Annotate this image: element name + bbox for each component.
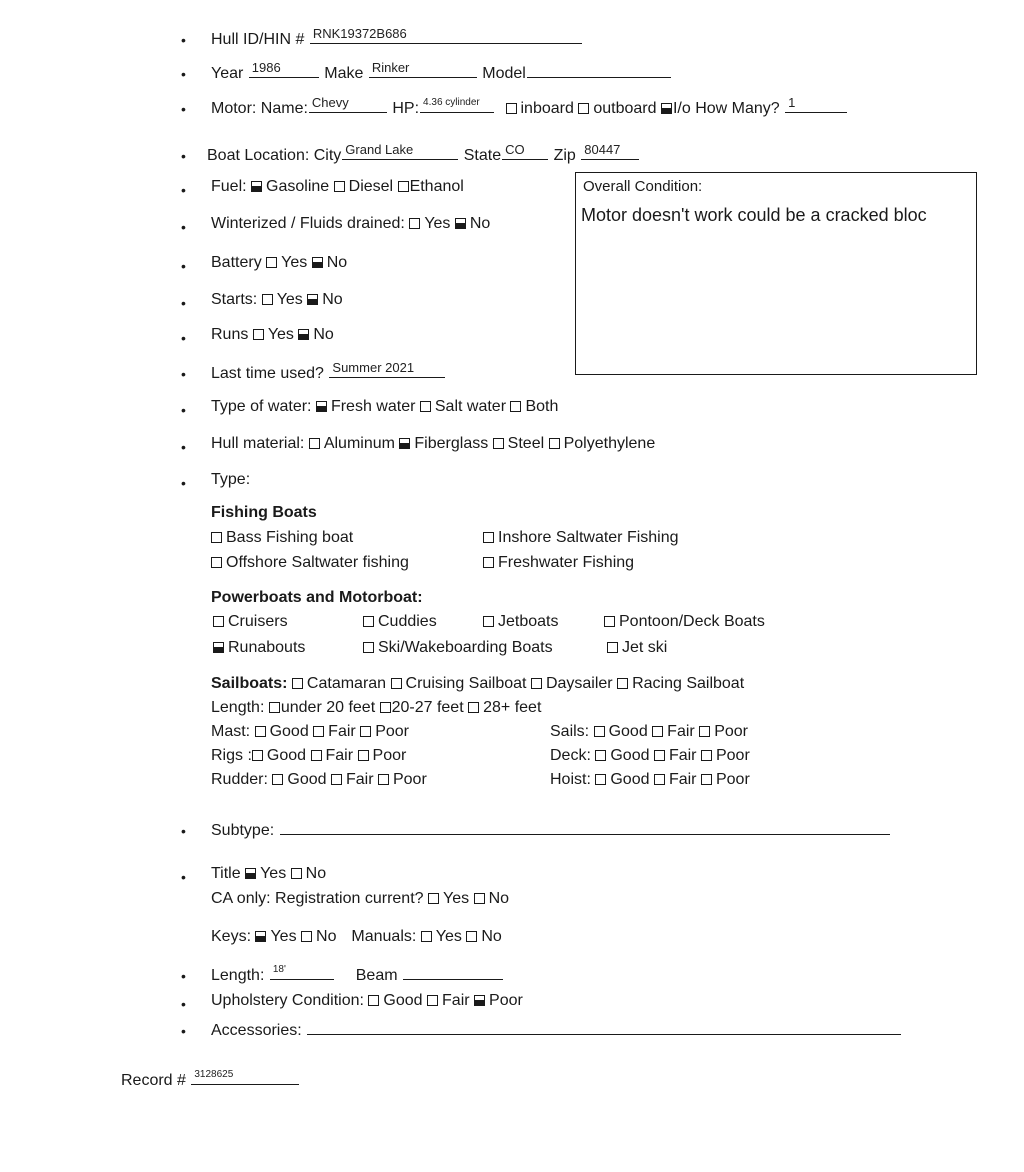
cruising-sailboat-label: Cruising Sailboat bbox=[405, 675, 527, 692]
make-field[interactable] bbox=[369, 61, 477, 78]
keys-label: Keys: bbox=[211, 928, 252, 945]
inboard-label: inboard bbox=[520, 100, 574, 117]
battery-yes-label: Yes bbox=[281, 254, 308, 271]
runs-no-checkbox[interactable] bbox=[298, 329, 309, 340]
winterized-yes-label: Yes bbox=[424, 215, 451, 232]
bullet: • bbox=[181, 996, 186, 1012]
salt-water-label: Salt water bbox=[434, 398, 507, 415]
sail-length-row bbox=[211, 698, 541, 718]
overall-condition-box[interactable] bbox=[575, 172, 977, 375]
28-plus-checkbox[interactable] bbox=[468, 702, 479, 713]
hp-label: HP: bbox=[392, 100, 420, 117]
beam-field[interactable] bbox=[403, 963, 503, 980]
rudder-good-label: Good bbox=[287, 771, 327, 788]
outboard-label: outboard bbox=[593, 100, 657, 117]
hoist-poor-checkbox[interactable] bbox=[701, 774, 712, 785]
battery-no-checkbox[interactable] bbox=[312, 257, 323, 268]
bullet: • bbox=[181, 402, 186, 418]
make-label: Make bbox=[324, 65, 364, 82]
inshore-checkbox[interactable] bbox=[483, 532, 494, 543]
rigs-label: Rigs : bbox=[211, 747, 252, 764]
manuals-yes-label: Yes bbox=[435, 928, 462, 945]
freshwater-fishing-checkbox[interactable] bbox=[483, 557, 494, 568]
sails-good-checkbox[interactable] bbox=[594, 726, 605, 737]
bullet: • bbox=[181, 366, 186, 382]
sailboats-row bbox=[211, 674, 744, 694]
rigs-good-label: Good bbox=[266, 747, 307, 764]
daysailer-checkbox[interactable] bbox=[531, 678, 542, 689]
upholstery-fair-label: Fair bbox=[442, 992, 470, 1009]
year-row bbox=[211, 61, 672, 84]
hull-row bbox=[211, 27, 583, 50]
manuals-no-checkbox[interactable] bbox=[466, 931, 477, 942]
city-label: Boat Location: City bbox=[207, 147, 342, 164]
hull-value: RNK19372B686 bbox=[312, 26, 407, 41]
sails-poor-checkbox[interactable] bbox=[699, 726, 710, 737]
motor-row bbox=[211, 96, 848, 119]
last-used-field[interactable] bbox=[329, 361, 445, 378]
cuddies-option[interactable] bbox=[363, 612, 437, 632]
hull-label: Hull ID/HIN # bbox=[211, 31, 305, 48]
ca-registration-row bbox=[211, 889, 509, 909]
cuddies-label: Cuddies bbox=[378, 613, 437, 630]
rudder-poor-checkbox[interactable] bbox=[378, 774, 389, 785]
rudder-poor-label: Poor bbox=[392, 771, 427, 788]
how-many-label: How Many? bbox=[695, 100, 780, 117]
deck-poor-checkbox[interactable] bbox=[701, 750, 712, 761]
aluminum-label: Aluminum bbox=[323, 435, 395, 452]
last-used-row bbox=[211, 361, 446, 384]
rudder-label: Rudder: bbox=[211, 771, 268, 788]
runs-yes-checkbox[interactable] bbox=[253, 329, 264, 340]
battery-label: Battery bbox=[211, 254, 262, 271]
title-no-checkbox[interactable] bbox=[291, 868, 302, 879]
year-value: 1986 bbox=[251, 60, 281, 75]
overall-condition-label: Overall Condition: bbox=[583, 178, 703, 195]
cuddies-checkbox[interactable] bbox=[363, 616, 374, 627]
jetboats-label: Jetboats bbox=[498, 613, 559, 630]
winterized-no-checkbox[interactable] bbox=[455, 218, 466, 229]
pontoon-label: Pontoon/Deck Boats bbox=[619, 613, 765, 630]
fresh-water-label: Fresh water bbox=[330, 398, 416, 415]
winterized-yes-checkbox[interactable] bbox=[409, 218, 420, 229]
hull-field[interactable] bbox=[310, 27, 582, 44]
upholstery-fair-checkbox[interactable] bbox=[427, 995, 438, 1006]
pontoon-checkbox[interactable] bbox=[604, 616, 615, 627]
upholstery-good-checkbox[interactable] bbox=[368, 995, 379, 1006]
ca-registration-label: CA only: Registration current? bbox=[211, 890, 424, 907]
runabouts-checkbox[interactable] bbox=[213, 642, 224, 653]
jetboats-checkbox[interactable] bbox=[483, 616, 494, 627]
water-row bbox=[211, 397, 558, 417]
bullet: • bbox=[181, 101, 186, 117]
zip-field[interactable] bbox=[581, 143, 639, 160]
mast-fair-checkbox[interactable] bbox=[313, 726, 324, 737]
upholstery-poor-label: Poor bbox=[489, 992, 523, 1009]
rudder-fair-label: Fair bbox=[345, 771, 374, 788]
rudder-good-checkbox[interactable] bbox=[272, 774, 283, 785]
ski-option[interactable] bbox=[363, 638, 553, 658]
fuel-row bbox=[211, 177, 464, 197]
salt-water-checkbox[interactable] bbox=[420, 401, 431, 412]
sails-good-label: Good bbox=[608, 723, 648, 740]
sailboats-heading: Sailboats: bbox=[211, 675, 288, 692]
bass-fishing-option[interactable] bbox=[211, 528, 353, 548]
hoist-label: Hoist: bbox=[550, 771, 591, 788]
title-yes-checkbox[interactable] bbox=[245, 868, 256, 879]
mast-good-checkbox[interactable] bbox=[255, 726, 266, 737]
catamaran-label: Catamaran bbox=[306, 675, 387, 692]
upholstery-row bbox=[211, 991, 523, 1011]
keys-row bbox=[211, 927, 502, 947]
hoist-row bbox=[550, 770, 750, 790]
starts-no-checkbox[interactable] bbox=[307, 294, 318, 305]
fiberglass-checkbox[interactable] bbox=[399, 438, 410, 449]
offshore-label: Offshore Saltwater fishing bbox=[226, 554, 409, 571]
ca-no-checkbox[interactable] bbox=[474, 893, 485, 904]
manuals-no-label: No bbox=[481, 928, 502, 945]
fresh-water-checkbox[interactable] bbox=[316, 401, 327, 412]
hoist-good-checkbox[interactable] bbox=[595, 774, 606, 785]
ca-no-label: No bbox=[488, 890, 510, 907]
keys-yes-checkbox[interactable] bbox=[255, 931, 266, 942]
28-plus-label: 28+ feet bbox=[483, 699, 542, 716]
upholstery-poor-checkbox[interactable] bbox=[474, 995, 485, 1006]
city-field[interactable] bbox=[342, 143, 458, 160]
polyethylene-checkbox[interactable] bbox=[549, 438, 560, 449]
ski-label: Ski/Wakeboarding Boats bbox=[378, 639, 553, 656]
power-heading: Powerboats and Motorboat: bbox=[211, 589, 423, 606]
20-27-label: 20-27 feet bbox=[391, 699, 464, 716]
zip-value: 80447 bbox=[584, 142, 621, 157]
cruisers-label: Cruisers bbox=[228, 613, 288, 630]
rudder-row bbox=[211, 770, 427, 790]
freshwater-fishing-option[interactable] bbox=[483, 553, 634, 573]
battery-yes-checkbox[interactable] bbox=[266, 257, 277, 268]
year-field[interactable] bbox=[249, 61, 319, 78]
under-20-label: under 20 feet bbox=[280, 699, 376, 716]
pontoon-option[interactable] bbox=[604, 612, 765, 632]
polyethylene-label: Polyethylene bbox=[563, 435, 656, 452]
deck-poor-label: Poor bbox=[715, 747, 750, 764]
accessories-row bbox=[211, 1018, 902, 1041]
subtype-label: Subtype: bbox=[211, 822, 275, 839]
racing-sailboat-checkbox[interactable] bbox=[617, 678, 628, 689]
starts-no-label: No bbox=[322, 291, 343, 308]
rudder-fair-checkbox[interactable] bbox=[331, 774, 342, 785]
both-water-label: Both bbox=[525, 398, 559, 415]
hoist-fair-checkbox[interactable] bbox=[654, 774, 665, 785]
runabouts-label: Runabouts bbox=[228, 639, 306, 656]
bullet: • bbox=[181, 182, 186, 198]
runabouts-option[interactable] bbox=[213, 638, 305, 658]
title-yes-label: Yes bbox=[260, 865, 287, 882]
winterized-no-label: No bbox=[469, 215, 491, 232]
state-field[interactable] bbox=[502, 143, 548, 160]
manuals-yes-checkbox[interactable] bbox=[421, 931, 432, 942]
winterized-row bbox=[211, 214, 490, 234]
deck-row bbox=[550, 746, 750, 766]
gasoline-label: Gasoline bbox=[266, 178, 330, 195]
inshore-label: Inshore Saltwater Fishing bbox=[498, 529, 679, 546]
deck-fair-label: Fair bbox=[668, 747, 697, 764]
sail-length-label: Length: bbox=[211, 699, 265, 716]
subtype-row bbox=[211, 818, 891, 841]
title-row bbox=[211, 864, 326, 884]
jet-ski-checkbox[interactable] bbox=[607, 642, 618, 653]
steel-checkbox[interactable] bbox=[493, 438, 504, 449]
ca-yes-label: Yes bbox=[443, 890, 470, 907]
bullet: • bbox=[181, 219, 186, 235]
bullet: • bbox=[181, 869, 186, 885]
diesel-checkbox[interactable] bbox=[334, 181, 345, 192]
title-no-label: No bbox=[305, 865, 327, 882]
bullet: • bbox=[181, 330, 186, 346]
offshore-checkbox[interactable] bbox=[211, 557, 222, 568]
hp-value: 4.36 cylinder bbox=[423, 97, 480, 108]
starts-yes-label: Yes bbox=[276, 291, 303, 308]
state-value: CO bbox=[505, 142, 525, 157]
rigs-poor-label: Poor bbox=[372, 747, 407, 764]
how-many-value: 1 bbox=[788, 95, 796, 110]
mast-good-label: Good bbox=[269, 723, 309, 740]
steel-label: Steel bbox=[507, 435, 545, 452]
ethanol-checkbox[interactable] bbox=[398, 181, 409, 192]
upholstery-good-label: Good bbox=[383, 992, 423, 1009]
hoist-good-label: Good bbox=[610, 771, 650, 788]
racing-sailboat-label: Racing Sailboat bbox=[632, 675, 745, 692]
outboard-checkbox[interactable] bbox=[578, 103, 589, 114]
starts-row bbox=[211, 290, 343, 310]
beam-label: Beam bbox=[355, 967, 398, 984]
length-label: Length: bbox=[211, 967, 265, 984]
fishing-heading: Fishing Boats bbox=[211, 504, 317, 521]
record-label: Record # bbox=[121, 1072, 186, 1089]
bass-fishing-label: Bass Fishing boat bbox=[226, 529, 354, 546]
last-used-value: Summer 2021 bbox=[332, 360, 415, 375]
battery-no-label: No bbox=[326, 254, 348, 271]
io-checkbox[interactable] bbox=[661, 103, 672, 114]
jet-ski-option[interactable] bbox=[607, 638, 667, 658]
rigs-fair-checkbox[interactable] bbox=[311, 750, 322, 761]
motor-name-field[interactable] bbox=[309, 96, 387, 113]
accessories-field[interactable] bbox=[307, 1018, 901, 1035]
ethanol-label: Ethanol bbox=[409, 178, 464, 195]
sails-row bbox=[550, 722, 748, 742]
20-27-checkbox[interactable] bbox=[380, 702, 391, 713]
manuals-label: Manuals: bbox=[351, 928, 417, 945]
runs-row bbox=[211, 325, 334, 345]
jet-ski-label: Jet ski bbox=[622, 639, 668, 656]
bullet: • bbox=[181, 968, 186, 984]
deck-good-label: Good bbox=[610, 747, 650, 764]
mast-poor-label: Poor bbox=[375, 723, 409, 740]
record-row bbox=[121, 1068, 300, 1091]
record-value: 3128625 bbox=[194, 1069, 234, 1080]
ca-yes-checkbox[interactable] bbox=[428, 893, 439, 904]
cruising-sailboat-checkbox[interactable] bbox=[391, 678, 402, 689]
cruisers-option[interactable] bbox=[213, 612, 288, 632]
sails-label: Sails: bbox=[550, 723, 590, 740]
rigs-fair-label: Fair bbox=[325, 747, 354, 764]
runs-no-label: No bbox=[313, 326, 334, 343]
model-label: Model bbox=[482, 65, 526, 82]
sails-poor-label: Poor bbox=[714, 723, 748, 740]
bullet: • bbox=[181, 66, 186, 82]
hp-field[interactable] bbox=[420, 96, 494, 113]
io-label: I/o bbox=[672, 100, 691, 117]
bullet: • bbox=[181, 439, 186, 455]
sails-fair-checkbox[interactable] bbox=[652, 726, 663, 737]
bullet: • bbox=[181, 148, 186, 164]
starts-label: Starts: bbox=[211, 291, 258, 308]
water-label: Type of water: bbox=[211, 398, 312, 415]
length-value: 18' bbox=[272, 964, 286, 975]
keys-no-label: No bbox=[316, 928, 337, 945]
mast-fair-label: Fair bbox=[328, 723, 356, 740]
rigs-good-checkbox[interactable] bbox=[252, 750, 263, 761]
motor-name-value: Chevy bbox=[311, 95, 349, 110]
deck-fair-checkbox[interactable] bbox=[654, 750, 665, 761]
bullet: • bbox=[181, 823, 186, 839]
deck-good-checkbox[interactable] bbox=[595, 750, 606, 761]
zip-label: Zip bbox=[553, 147, 576, 164]
rigs-row bbox=[211, 746, 406, 766]
keys-yes-label: Yes bbox=[270, 928, 297, 945]
bullet: • bbox=[181, 1023, 186, 1039]
catamaran-checkbox[interactable] bbox=[292, 678, 303, 689]
ski-checkbox[interactable] bbox=[363, 642, 374, 653]
accessories-label: Accessories: bbox=[211, 1022, 302, 1039]
make-value: Rinker bbox=[371, 60, 410, 75]
title-label: Title bbox=[211, 865, 241, 882]
fuel-label: Fuel: bbox=[211, 178, 247, 195]
aluminum-checkbox[interactable] bbox=[309, 438, 320, 449]
starts-yes-checkbox[interactable] bbox=[262, 294, 273, 305]
battery-row bbox=[211, 253, 347, 273]
subtype-field[interactable] bbox=[280, 818, 890, 835]
rigs-poor-checkbox[interactable] bbox=[358, 750, 369, 761]
bass-fishing-checkbox[interactable] bbox=[211, 532, 222, 543]
jetboats-option[interactable] bbox=[483, 612, 558, 632]
keys-no-checkbox[interactable] bbox=[301, 931, 312, 942]
mast-label: Mast: bbox=[211, 723, 251, 740]
inshore-option[interactable] bbox=[483, 528, 679, 548]
mast-poor-checkbox[interactable] bbox=[360, 726, 371, 737]
mast-row bbox=[211, 722, 409, 742]
runs-label: Runs bbox=[211, 326, 249, 343]
upholstery-label: Upholstery Condition: bbox=[211, 992, 364, 1009]
overall-condition-text: Motor doesn't work could be a cracked bloc bbox=[581, 205, 927, 225]
both-water-checkbox[interactable] bbox=[510, 401, 521, 412]
diesel-label: Diesel bbox=[348, 178, 394, 195]
freshwater-fishing-label: Freshwater Fishing bbox=[498, 554, 635, 571]
hoist-poor-label: Poor bbox=[715, 771, 750, 788]
motor-name-label: Motor: Name: bbox=[211, 100, 308, 117]
deck-label: Deck: bbox=[550, 747, 591, 764]
city-value: Grand Lake bbox=[345, 142, 414, 157]
winterized-label: Winterized / Fluids drained: bbox=[211, 215, 405, 232]
runs-yes-label: Yes bbox=[267, 326, 294, 343]
bullet: • bbox=[181, 295, 186, 311]
under-20-checkbox[interactable] bbox=[269, 702, 280, 713]
fiberglass-label: Fiberglass bbox=[414, 435, 489, 452]
offshore-option[interactable] bbox=[211, 553, 409, 573]
length-field[interactable] bbox=[270, 963, 334, 980]
sails-fair-label: Fair bbox=[667, 723, 695, 740]
year-label: Year bbox=[211, 65, 244, 82]
record-field[interactable] bbox=[191, 1068, 299, 1085]
daysailer-label: Daysailer bbox=[545, 675, 613, 692]
last-used-label: Last time used? bbox=[211, 365, 324, 382]
hoist-fair-label: Fair bbox=[668, 771, 697, 788]
model-field[interactable] bbox=[527, 61, 671, 78]
location-row bbox=[207, 143, 640, 166]
inboard-checkbox[interactable] bbox=[506, 103, 517, 114]
bullet: • bbox=[181, 258, 186, 274]
hull-material-label: Hull material: bbox=[211, 435, 305, 452]
type-label: Type: bbox=[211, 471, 251, 488]
gasoline-checkbox[interactable] bbox=[251, 181, 262, 192]
cruisers-checkbox[interactable] bbox=[213, 616, 224, 627]
how-many-field[interactable] bbox=[785, 96, 847, 113]
length-row bbox=[211, 963, 504, 986]
bullet: • bbox=[181, 32, 186, 48]
bullet: • bbox=[181, 475, 186, 491]
hull-material-row bbox=[211, 434, 655, 454]
state-label: State bbox=[463, 147, 502, 164]
